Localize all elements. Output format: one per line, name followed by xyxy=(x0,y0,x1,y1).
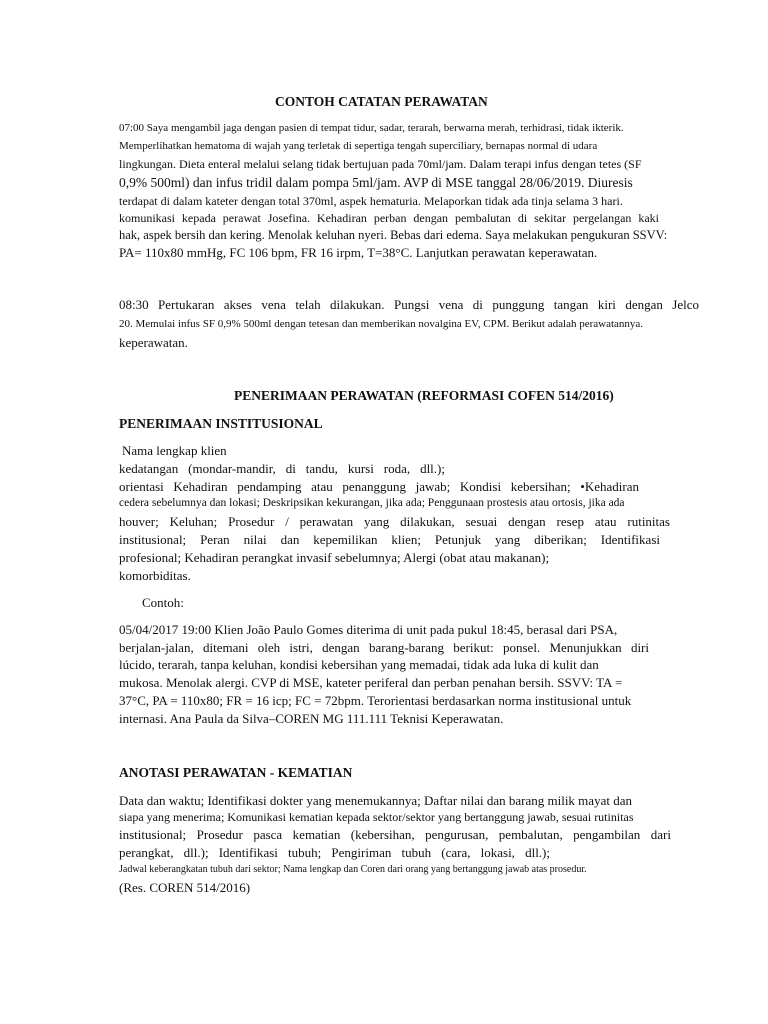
text-line: mukosa. Menolak alergi. CVP di MSE, kateter periferal dan perban penahan bersih. SSVV: TA = xyxy=(119,675,623,690)
text-line: institusional; Prosedur pasca kematian (kebersihan, pengurusan, pembalutan, pengambilan dari xyxy=(119,827,671,842)
text-line: lúcido, terarah, tanpa keluhan, kondisi kebersihan yang memadai, tidak ada luka di kulit dan xyxy=(119,657,599,672)
text-line: komorbiditas. xyxy=(119,568,191,583)
text-line: orientasi Kehadiran pendamping atau penanggung jawab; Kondisi kebersihan; •Kehadiran xyxy=(119,479,639,494)
text-line: keperawatan. xyxy=(119,335,188,350)
text-line: cedera sebelumnya dan lokasi; Deskripsikan kekurangan, jika ada; Penggunaan prostesis atau ortosis, jika ada xyxy=(119,497,625,509)
text-line: perangkat, dll.); Identifikasi tubuh; Pengiriman tubuh (cara, lokasi, dll.); xyxy=(119,845,550,860)
text-line: lingkungan. Dieta enteral melalui selang tidak bertujuan pada 70ml/jam. Dalam terapi infus dengan tetes (SF xyxy=(119,157,642,171)
text-line: 37°C, PA = 110x80; FR = 16 icp; FC = 72bpm. Terorientasi berdasarkan norma institusional untuk xyxy=(119,693,632,708)
subsection-title: PENERIMAAN INSTITUSIONAL xyxy=(119,416,323,431)
text-line: Nama lengkap klien xyxy=(122,443,227,458)
text-line: Jadwal keberangkatan tubuh dari sektor; Nama lengkap dan Coren dari orang yang bertanggung jawab atas prosedur. xyxy=(119,864,587,875)
section-title: PENERIMAAN PERAWATAN (REFORMASI COFEN 514/2016) xyxy=(234,388,614,403)
text-line: profesional; Kehadiran perangkat invasif sebelumnya; Alergi (obat atau makanan); xyxy=(119,550,550,565)
text-line: terdapat di dalam kateter dengan total 370ml, aspek hematuria. Melaporkan tidak ada tinja selama 3 hari. xyxy=(119,194,623,208)
text-line: 0,9% 500ml) dan infus tridil dalam pompa 5ml/jam. AVP di MSE tanggal 28/06/2019. Diuresis xyxy=(119,175,633,190)
text-line: 08:30 Pertukaran akses vena telah dilakukan. Pungsi vena di punggung tangan kiri dengan Jelco xyxy=(119,297,699,312)
text-line: hak, aspek bersih dan kering. Menolak keluhan nyeri. Bebas dari edema. Saya melakukan pengukuran SSVV: xyxy=(119,228,668,242)
text-line: houver; Keluhan; Prosedur / perawatan yang dilakukan, sesuai dengan resep atau rutinitas xyxy=(119,514,670,529)
text-line: kedatangan (mondar-mandir, di tandu, kursi roda, dll.); xyxy=(119,461,445,476)
text-line: 05/04/2017 19:00 Klien João Paulo Gomes diterima di unit pada pukul 18:45, berasal dari PSA, xyxy=(119,622,618,637)
example-label: Contoh: xyxy=(142,595,184,610)
text-line: Memperlihatkan hematoma di wajah yang terletak di sepertiga tengah superciliary, bernapas normal di udara xyxy=(119,140,598,152)
text-line: (Res. COREN 514/2016) xyxy=(119,880,251,895)
text-line: siapa yang menerima; Komunikasi kematian kepada sektor/sektor yang bertanggung jawab, sesuai rutinitas xyxy=(119,810,634,824)
text-line: internasi. Ana Paula da Silva–COREN MG 111.111 Teknisi Keperawatan. xyxy=(119,711,504,726)
text-line: komunikasi kepada perawat Josefina. Kehadiran perban dengan pembalutan di sekitar pergelangan kaki xyxy=(119,211,659,225)
text-line: PA= 110x80 mmHg, FC 106 bpm, FR 16 irpm, T=38°C. Lanjutkan perawatan keperawatan. xyxy=(119,245,598,260)
text-line: 20. Memulai infus SF 0,9% 500ml dengan tetesan dan memberikan novalgina EV, CPM. Berikut adalah perawatannya. xyxy=(119,318,644,330)
text-line: berjalan-jalan, ditemani oleh istri, dengan barang-barang berikut: ponsel. Menunjukkan diri xyxy=(119,640,649,655)
text-line: 07:00 Saya mengambil jaga dengan pasien di tempat tidur, sadar, terarah, berwarna merah, terhidrasi, tidak ikterik. xyxy=(119,122,624,134)
document-title: CONTOH CATATAN PERAWATAN xyxy=(275,94,488,109)
section-title: ANOTASI PERAWATAN - KEMATIAN xyxy=(119,765,353,780)
text-line: Data dan waktu; Identifikasi dokter yang menemukannya; Daftar nilai dan barang milik mayat dan xyxy=(119,793,632,808)
text-line: institusional; Peran nilai dan kepemilikan klien; Petunjuk yang diberikan; Identifikasi xyxy=(119,532,660,547)
